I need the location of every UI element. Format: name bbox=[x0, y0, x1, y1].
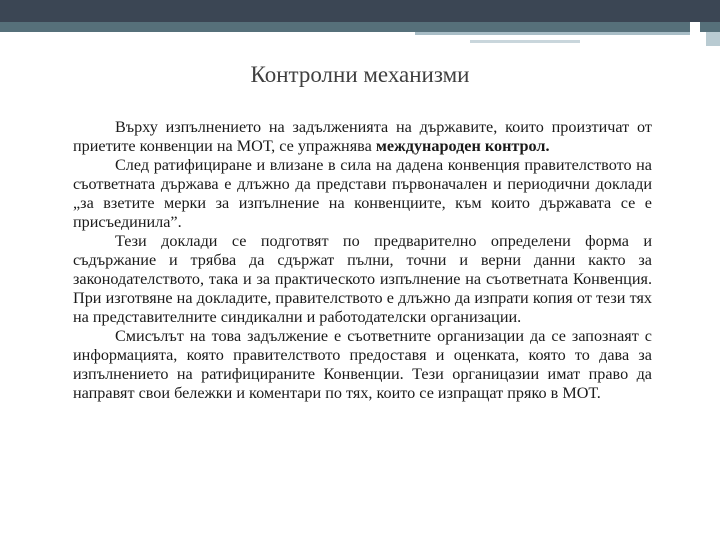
paragraph-1 bbox=[73, 118, 652, 156]
header-accent-line bbox=[415, 32, 690, 35]
paragraph-2-text: След ратифициране и влизане в сила на дадена конвенция правителството на съответната държава е длъжно да представи първоначален и периодични доклади „за взетите мерки за изпълнение на конвенциите, към които държавата се е присъединила”. bbox=[73, 156, 652, 231]
paragraph-3 bbox=[73, 232, 652, 327]
paragraph-4 bbox=[73, 327, 652, 403]
paragraph-3-text: Тези доклади се подготвят по предварително определени форма и съдържание и трябва да сдържат пълни, точни и верни данни както за законодателството, така и за практическото изпълнение на съответната Конвенция. При изготвяне на докладите, правителството е длъжно да изпрати копия от тези тях на представителните синдикални и работодателски организации. bbox=[73, 232, 652, 326]
paragraph-1-text: Върху изпълнението на задълженията на държавите, които произтичат от приетите конвенции на МОТ, се упражнява bbox=[73, 118, 652, 155]
slide-title: Контролни механизми bbox=[250, 62, 470, 87]
header-teal-band bbox=[0, 22, 690, 32]
paragraph-1-bold-text: международен контрол. bbox=[375, 137, 550, 155]
header-accent-line-short bbox=[470, 40, 580, 43]
header-dark-band bbox=[0, 0, 720, 22]
paragraph-2 bbox=[73, 156, 652, 232]
header-accent-block bbox=[706, 32, 720, 46]
slide-body bbox=[73, 118, 652, 403]
paragraph-4-text: Смисълът на това задължение е съответните организации да се запознаят с информацията, която правителството предоставя и оценката, която то дава за изпълнението на ратифицираните Конвенции. Тези органицазии имат право да направят свои бележки и коментари по тях, които се изпращат пряко в МОТ. bbox=[73, 327, 652, 402]
header-teal-band-right bbox=[700, 22, 720, 32]
